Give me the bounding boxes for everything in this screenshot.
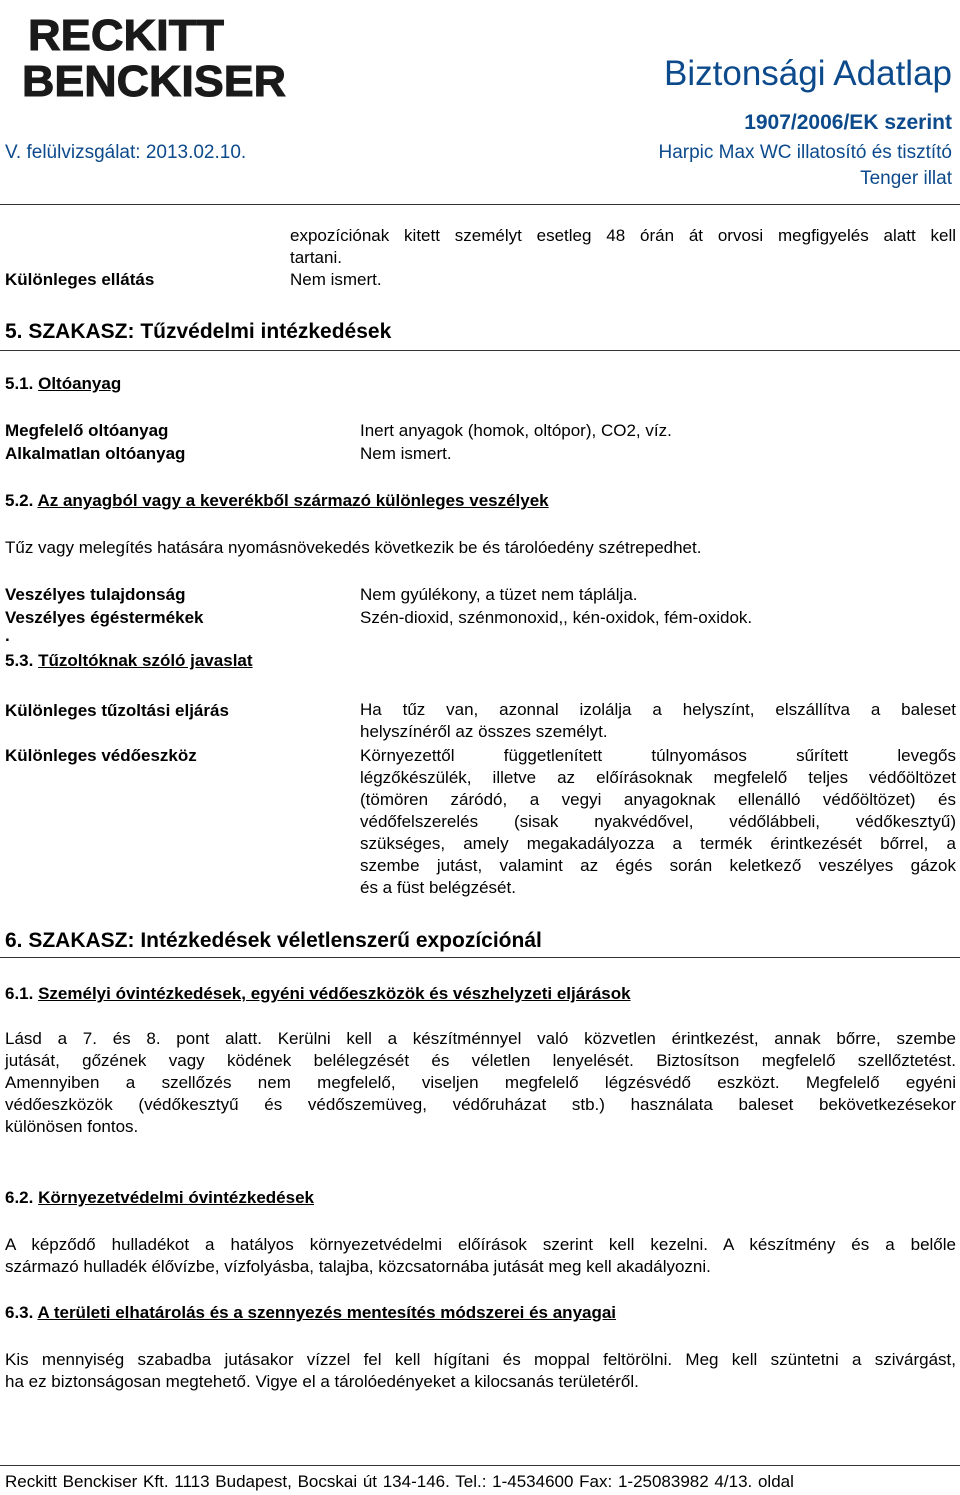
subsection-6-2-number: 6.2. [5, 1188, 34, 1207]
section4-continued-line-2: tartani. [290, 248, 342, 267]
suitable-extinguisher-label: Megfelelő oltóanyag [5, 421, 169, 440]
section6-divider [0, 957, 960, 958]
subsection-5-1-title: Oltóanyag [38, 374, 122, 393]
hazard-property-label: Veszélyes tulajdonság [5, 585, 186, 604]
subsection-5-2-number: 5.2. [5, 491, 34, 510]
protective-equipment-label: Különleges védőeszköz [5, 746, 197, 765]
logo-line-2: BENCKISER [22, 57, 286, 102]
text-line: ha ez biztonságosan megtehető. Vigye el a tárolóedényeket a kilocsanás területéről. [5, 1372, 639, 1391]
equipment-line: szembe jutást, valamint az égés során keletkező veszélyes gázok [360, 856, 956, 875]
product-scent: Tenger illat [860, 168, 952, 189]
hazard-property-value: Nem gyúlékony, a tüzet nem táplálja. [360, 585, 638, 604]
unsuitable-extinguisher-value: Nem ismert. [360, 444, 452, 463]
section4-continued-line-1: expozíciónak kitett személyt esetleg 48 órán át orvosi megfigyelés alatt kell [290, 226, 956, 245]
subsection-6-1-number: 6.1. [5, 984, 34, 1003]
equipment-line: és a füst belégzését. [360, 878, 516, 897]
text-line: A képződő hulladékot a hatályos környezetvédelmi előírások szerint kell kezelni. A készítmény és a belőle [5, 1235, 956, 1254]
equipment-line: szükséges, amely megakadályozza a termék érintkezését bőrrel, a [360, 834, 956, 853]
section5-title: 5. SZAKASZ: Tűzvédelmi intézkedések [5, 320, 392, 343]
footer-divider [0, 1465, 960, 1466]
special-treatment-label: Különleges ellátás [5, 270, 155, 289]
subsection-5-3-heading [5, 651, 253, 671]
text-line: származó hulladék élővízbe, vízfolyásba, talajba, közcsatornába jutását meg kell akadályozni. [5, 1257, 711, 1276]
text-line: Lásd a 7. és 8. pont alatt. Kerülni kell a készítménnyel való közvetlen érintkezést, annak bőrre, szembe [5, 1029, 956, 1048]
subsection-6-1-text [5, 1028, 956, 1138]
footer-text: Reckitt Benckiser Kft. 1113 Budapest, Bocskai út 134-146. Tel.: 1-4534600 Fax: 1-25083982 4/13. oldal [5, 1472, 794, 1491]
firefighting-procedure-text [360, 699, 956, 743]
logo-line-1: RECKITT [28, 11, 225, 60]
subsection-6-1-heading [5, 984, 631, 1004]
subsection-5-2-title: Az anyagból vagy a keverékből származó különleges veszélyek [37, 491, 549, 510]
equipment-line: légzőkészülék, illetve az előírásoknak megfelelő teljes védőöltözet [360, 768, 956, 787]
section6-title: 6. SZAKASZ: Intézkedések véletlenszerű expozíciónál [5, 929, 542, 952]
text-line: jutását, gőzének vagy ködének belélegzését és véletlen lenyelését. Biztosítson megfelelő szellőztetést. [5, 1051, 956, 1070]
stray-dot: . [5, 626, 10, 645]
subsection-6-2-title: Környezetvédelmi óvintézkedések [38, 1188, 314, 1207]
subsection-6-3-heading [5, 1303, 616, 1323]
suitable-extinguisher-value: Inert anyagok (homok, oltópor), CO2, víz. [360, 421, 672, 440]
subsection-6-1-title: Személyi óvintézkedések, egyéni védőeszközök és vészhelyzeti eljárások [38, 984, 631, 1003]
subsection-6-2-heading [5, 1188, 314, 1208]
section5-divider [0, 350, 960, 351]
unsuitable-extinguisher-label: Alkalmatlan oltóanyag [5, 444, 186, 463]
revision-date: V. felülvizsgálat: 2013.02.10. [5, 142, 247, 163]
combustion-products-label: Veszélyes égéstermékek [5, 608, 204, 627]
document-title: Biztonsági Adatlap [664, 54, 952, 93]
firefighting-procedure-label: Különleges tűzoltási eljárás [5, 701, 229, 720]
regulation-reference: 1907/2006/EK szerint [744, 111, 952, 134]
text-line: különösen fontos. [5, 1117, 139, 1136]
equipment-line: védőfelszerelés (sisak nyakvédővel, védőlábbeli, védőkesztyű) [360, 812, 956, 831]
equipment-line: (tömören záródó, a vegyi anyagoknak ellenálló védőöltözet) és [360, 790, 956, 809]
subsection-5-1-heading [5, 374, 121, 394]
text-line: Amennyiben a szellőzés nem megfelelő, viseljen megfelelő légzésvédő eszközt. Megfelelő egyéni [5, 1073, 956, 1092]
subsection-5-2-heading [5, 491, 549, 511]
company-logo [22, 10, 292, 102]
equipment-line: Környezettől függetlenített túlnyomásos sűrített levegős [360, 746, 956, 765]
subsection-5-3-number: 5.3. [5, 651, 34, 670]
protective-equipment-text [360, 745, 956, 899]
subsection-6-3-title: A területi elhatárolás és a szennyezés mentesítés módszerei és anyagai [37, 1303, 617, 1322]
combustion-products-value: Szén-dioxid, szénmonoxid,, kén-oxidok, fém-oxidok. [360, 608, 753, 627]
header-divider [0, 204, 960, 205]
product-name: Harpic Max WC illatosító és tisztító [658, 142, 952, 163]
fire-hazard-text: Tűz vagy melegítés hatására nyomásnövekedés következik be és tárolóedény szétrepedhet. [5, 538, 702, 557]
subsection-6-2-text [5, 1234, 956, 1278]
procedure-line: Ha tűz van, azonnal izolálja a helyszínt, elszállítva a baleset [360, 700, 956, 719]
special-treatment-value: Nem ismert. [290, 270, 382, 289]
procedure-line: helyszínéről az összes személyt. [360, 722, 608, 741]
text-line: védőeszközök (védőkesztyű és védőszemüveg, védőruházat stb.) használata baleset bekövetkezésekor [5, 1095, 956, 1114]
subsection-6-3-text [5, 1349, 956, 1393]
subsection-5-1-number: 5.1. [5, 374, 34, 393]
subsection-5-3-title: Tűzoltóknak szóló javaslat [38, 651, 253, 670]
text-line: Kis mennyiség szabadba jutásakor vízzel fel kell hígítani és moppal feltörölni. Meg kell szüntetni a szivárgást, [5, 1350, 956, 1369]
subsection-6-3-number: 6.3. [5, 1303, 34, 1322]
